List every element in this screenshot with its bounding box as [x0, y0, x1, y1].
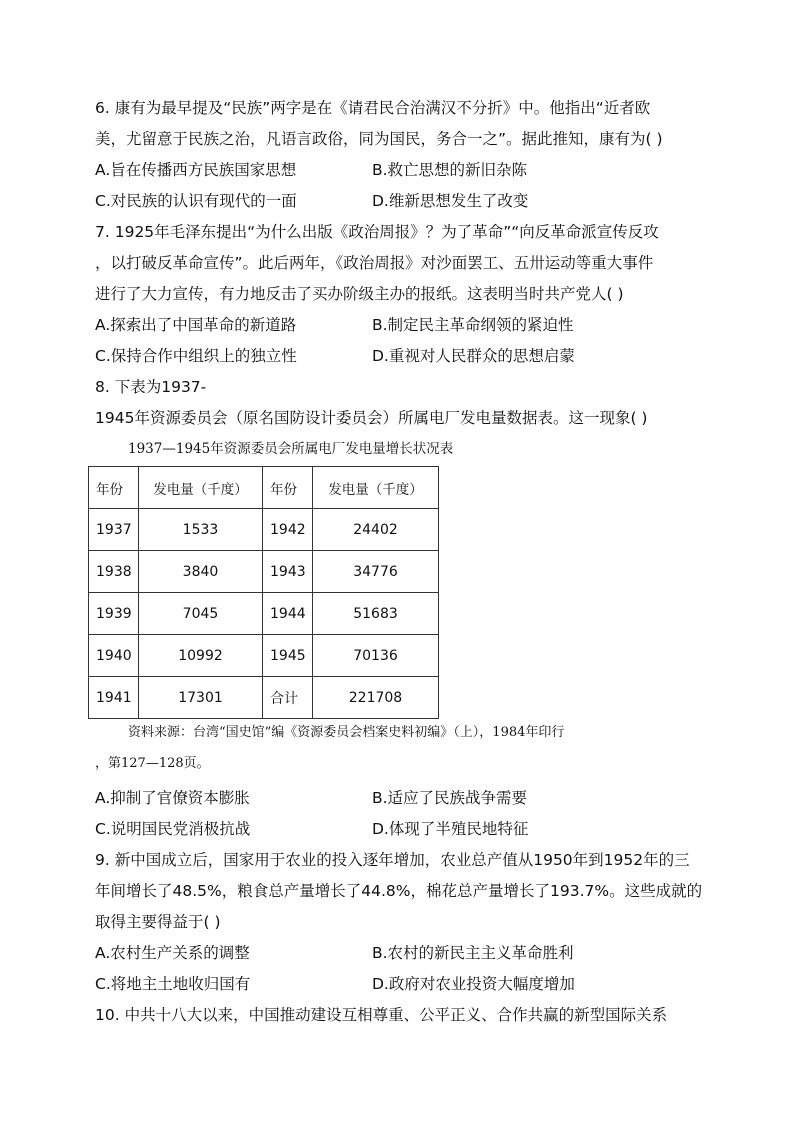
table-caption: 1937—1945年资源委员会所属电厂发电量增长状况表	[128, 441, 454, 457]
q6-option-d: D.维新思想发生了改变	[372, 192, 529, 210]
q7-stem-line-3: 进行了大力宣传，有力地反击了买办阶级主办的报纸。这表明当时共产党人( )	[95, 285, 624, 303]
header-output-1: 发电量（千度）	[139, 467, 263, 509]
table-cell: 1943	[263, 551, 313, 593]
table-row	[89, 677, 439, 719]
table-row	[89, 635, 439, 677]
q8-option-b: B.适应了民族战争需要	[372, 789, 528, 807]
table-cell: 1938	[89, 551, 139, 593]
table-row	[89, 593, 439, 635]
q6-stem-line-1: 6. 康有为最早提及“民族”两字是在《请君民合治满汉不分折》中。他指出“近者欧	[95, 99, 651, 117]
q8-option-c: C.说明国民党消极抗战	[95, 820, 251, 838]
q7-option-b: B.制定民主革命纲领的紧迫性	[372, 316, 574, 334]
header-output-2: 发电量（千度）	[313, 467, 439, 509]
table-source-line-2: ，第127—128页。	[95, 756, 210, 771]
q8-stem-line-2: 1945年资源委员会（原名国防设计委员会）所属电厂发电量数据表。这一现象( )	[95, 409, 648, 427]
table-row	[89, 509, 439, 551]
table-cell: 17301	[139, 677, 263, 719]
q10-stem-line-1: 10. 中共十八大以来，中国推动建设互相尊重、公平正义、合作共赢的新型国际关系	[95, 1006, 668, 1024]
table-cell: 70136	[313, 635, 439, 677]
table-cell: 221708	[313, 677, 439, 719]
table-cell: 1939	[89, 593, 139, 635]
q8-option-a: A.抑制了官僚资本膨胀	[95, 789, 250, 807]
q9-stem-line-1: 9. 新中国成立后，国家用于农业的投入逐年增加，农业总产值从1950年到1952年的三	[95, 851, 690, 869]
header-year-2: 年份	[263, 467, 313, 509]
q7-option-c: C.保持合作中组织上的独立性	[95, 347, 297, 365]
table-row	[89, 551, 439, 593]
q8-stem-line-1: 8. 下表为1937-	[95, 378, 207, 396]
q6-option-b: B.救亡思想的新旧杂陈	[372, 161, 528, 179]
table-cell: 合计	[263, 677, 313, 719]
table-cell: 24402	[313, 509, 439, 551]
q8-option-d: D.体现了半殖民地特征	[372, 820, 529, 838]
power-generation-table	[88, 466, 439, 719]
q7-stem-line-1: 7. 1925年毛泽东提出“为什么出版《政治周报》？为了革命”“向反革命派宣传反攻	[95, 223, 659, 241]
q9-stem-line-2: 年间增长了48.5%，粮食总产量增长了44.8%，棉花总产量增长了193.7%。这些成就的	[95, 882, 703, 900]
table-cell: 1944	[263, 593, 313, 635]
q7-option-d: D.重视对人民群众的思想启蒙	[372, 347, 575, 365]
table-cell: 7045	[139, 593, 263, 635]
table-cell: 1940	[89, 635, 139, 677]
table-source-line-1: 资料来源：台湾“国史馆”编《资源委员会档案史料初编》（上），1984年印行	[128, 725, 565, 740]
table-cell: 51683	[313, 593, 439, 635]
table-cell: 1937	[89, 509, 139, 551]
table-header-row	[89, 467, 439, 509]
q7-option-a: A.探索出了中国革命的新道路	[95, 316, 297, 334]
q9-option-c: C.将地主土地收归国有	[95, 975, 251, 993]
table-cell: 3840	[139, 551, 263, 593]
q6-stem-line-2: 美，尤留意于民族之治，凡语言政俗，同为国民，务合一之”。据此推知，康有为( )	[95, 130, 663, 148]
q9-option-a: A.农村生产关系的调整	[95, 944, 250, 962]
q9-option-d: D.政府对农业投资大幅度增加	[372, 975, 575, 993]
q6-option-c: C.对民族的认识有现代的一面	[95, 192, 297, 210]
table-cell: 1945	[263, 635, 313, 677]
q6-option-a: A.旨在传播西方民族国家思想	[95, 161, 297, 179]
q9-stem-line-3: 取得主要得益于( )	[95, 913, 221, 931]
q9-option-b: B.农村的新民主主义革命胜利	[372, 944, 574, 962]
table-cell: 34776	[313, 551, 439, 593]
header-year-1: 年份	[89, 467, 139, 509]
table-cell: 1941	[89, 677, 139, 719]
table-cell: 1942	[263, 509, 313, 551]
table-cell: 10992	[139, 635, 263, 677]
q7-stem-line-2: ，以打破反革命宣传”。此后两年，《政治周报》对沙面罢工、五卅运动等重大事件	[95, 254, 654, 272]
table-cell: 1533	[139, 509, 263, 551]
